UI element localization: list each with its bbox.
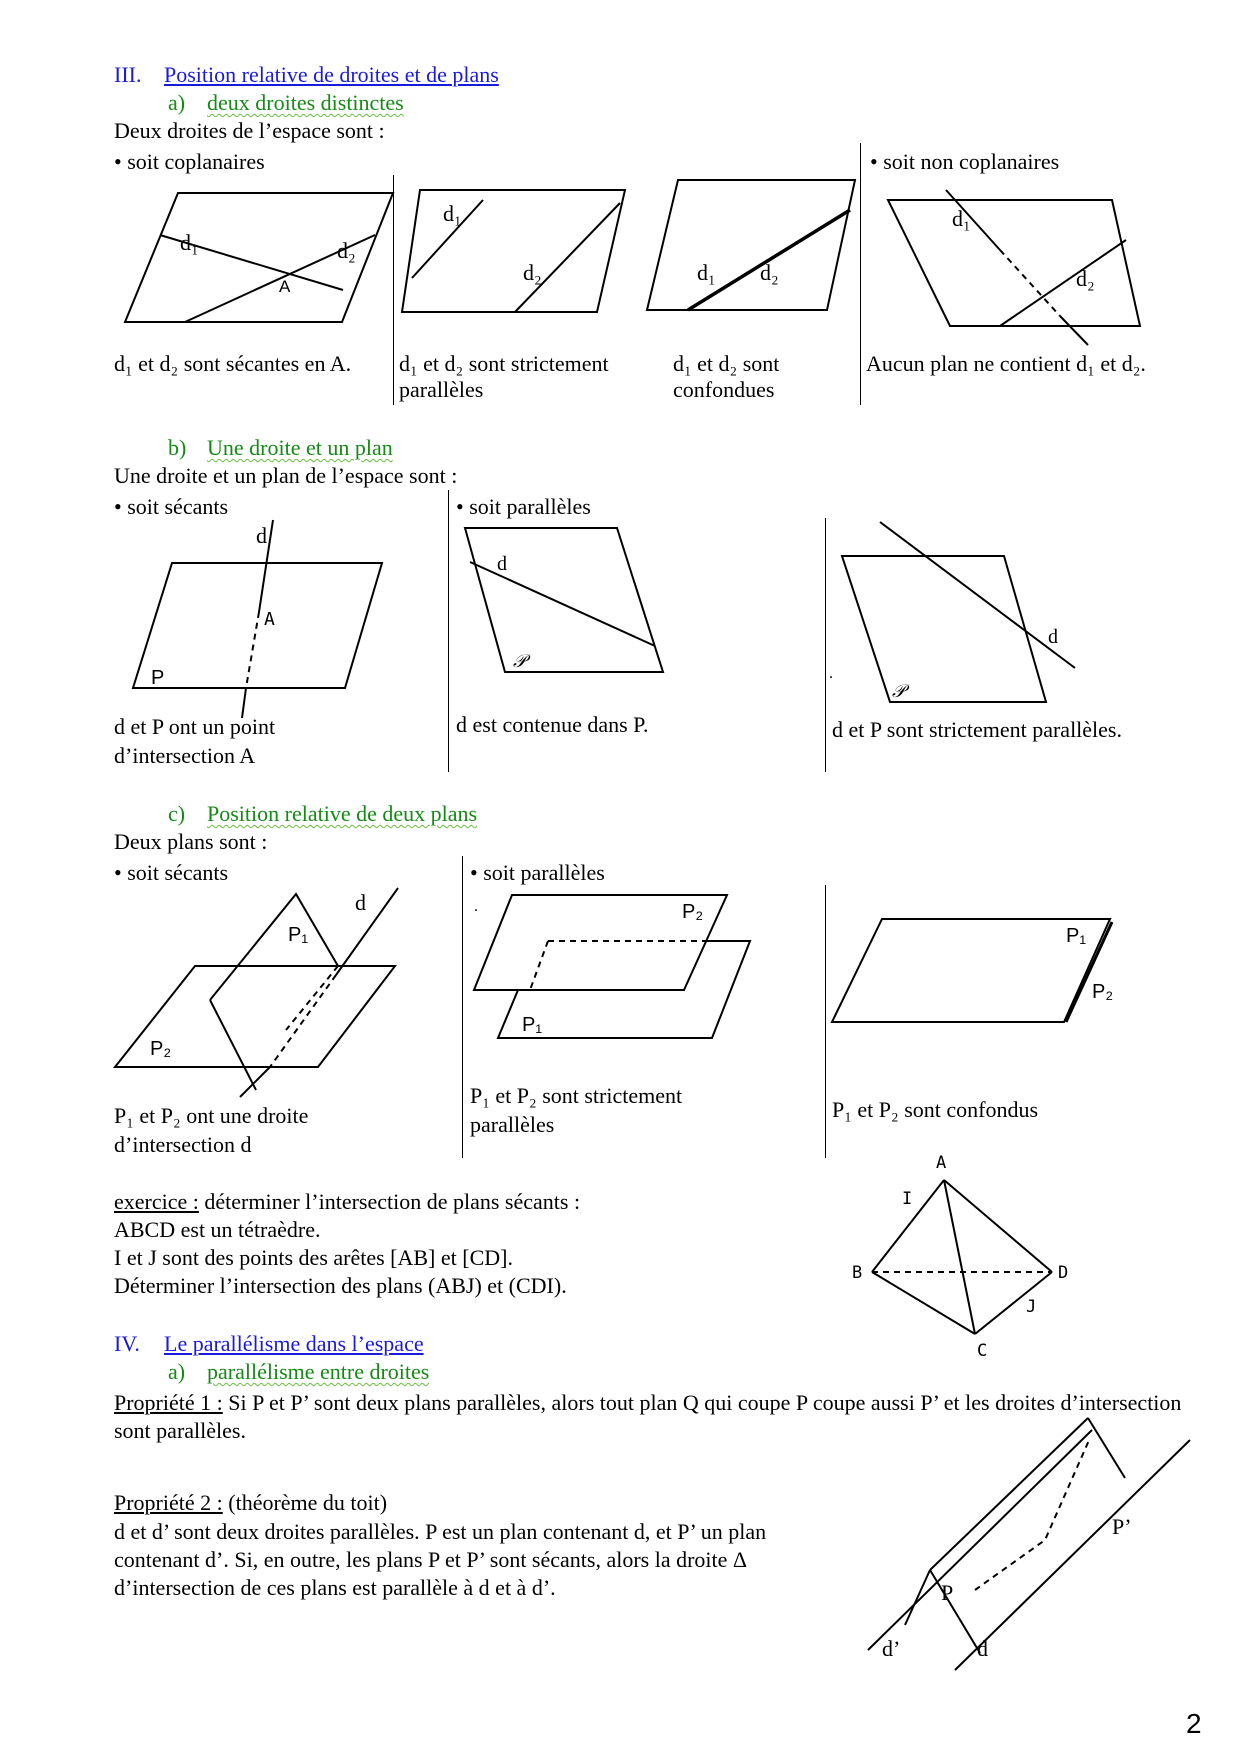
- subsection-a-title: deux droites distinctes: [207, 90, 404, 115]
- subsection-c-title: Position relative de deux plans: [207, 801, 478, 826]
- plane-p-edge: [905, 1570, 930, 1625]
- planes-parallel-bullet: • soit parallèles: [470, 860, 605, 885]
- label-plane-p: 𝒫: [513, 651, 526, 671]
- label-d2: d₂: [1076, 266, 1095, 291]
- label-vertex-d: D: [1058, 1263, 1069, 1283]
- label-d-prime: d’: [882, 1636, 901, 1661]
- property-2-subtitle: (théorème du toit): [222, 1490, 388, 1515]
- label-d1: d₁: [443, 201, 462, 226]
- label-d2: d₂: [337, 238, 356, 263]
- section-3-number: III.: [114, 62, 142, 87]
- label-d1: d₁: [697, 260, 716, 285]
- label-plane-p1: P₁: [1066, 925, 1087, 947]
- coplanar-bullet: • soit coplanaires: [114, 149, 265, 174]
- label-plane-p2: P₂: [682, 901, 704, 923]
- page-number: 2: [1186, 1708, 1202, 1739]
- exercise-line-4: Déterminer l’intersection des plans (ABJ) et (CDI).: [114, 1273, 567, 1298]
- label-point-a: A: [279, 277, 291, 296]
- label-vertex-c: C: [977, 1341, 988, 1361]
- label-plane-p-prime: P’: [1112, 1514, 1132, 1539]
- label-d: d: [256, 523, 267, 548]
- stray-dot: .: [474, 898, 478, 915]
- label-plane-p: P: [151, 667, 165, 689]
- label-d: d: [1048, 626, 1058, 648]
- exercise-line-2: ABCD est un tétraèdre.: [114, 1217, 321, 1242]
- label-point-a: A: [264, 609, 275, 630]
- caption-secant: d₁ et d₂ sont sécantes en A.: [114, 351, 352, 376]
- section-4-number: IV.: [114, 1331, 140, 1356]
- label-point-i: I: [902, 1189, 913, 1209]
- property-2-label: Propriété 2 :: [114, 1490, 223, 1515]
- section-4-title: Le parallélisme dans l’espace: [164, 1331, 424, 1356]
- label-d1: d₁: [180, 230, 199, 255]
- secant-bullet: • soit sécants: [114, 494, 229, 519]
- subsection-c-number: c): [168, 801, 186, 826]
- subsection-b-number: b): [168, 435, 187, 460]
- plane-p-edge: [930, 1570, 980, 1653]
- label-plane-p: P: [941, 1580, 954, 1605]
- label-vertex-b: B: [852, 1263, 863, 1283]
- caption-parallel: d₁ et d₂ sont strictement parallèles: [399, 351, 609, 402]
- property-1-text: Si P et P’ sont deux plans parallèles, alors tout plan Q qui coupe P coupe aussi P’ et les droites d’intersection sont parallèles.: [114, 1390, 1182, 1443]
- planes-secant-bullet: • soit sécants: [114, 860, 229, 885]
- caption-line-in-plane: d est contenue dans P.: [456, 712, 649, 737]
- caption-non-coplanar: Aucun plan ne contient d₁ et d₂.: [866, 351, 1146, 376]
- subsection-a-number: a): [168, 90, 186, 115]
- caption-planes-parallel: P₁ et P₂ sont strictement parallèles: [470, 1083, 683, 1137]
- label-d: d: [355, 890, 366, 915]
- line-plane-intro: Une droite et un plan de l’espace sont :: [114, 463, 458, 488]
- subsection-4a-number: a): [168, 1359, 186, 1384]
- label-d: d: [977, 1636, 988, 1661]
- label-d: d: [497, 553, 507, 575]
- caption-line-plane-parallel: d et P sont strictement parallèles.: [832, 717, 1122, 742]
- label-plane-p2: P₂: [150, 1038, 172, 1060]
- two-planes-intro: Deux plans sont :: [114, 829, 268, 854]
- property-2-line-1: d et d’ sont deux droites parallèles. P est un plan contenant d, et P’ un plan: [114, 1519, 767, 1544]
- property-1-label: Propriété 1 :: [114, 1390, 223, 1415]
- plane-p-prime-hidden: [975, 1438, 1090, 1590]
- label-vertex-a: A: [936, 1153, 947, 1173]
- stray-dot: .: [829, 665, 833, 682]
- label-plane-p1: P₁: [288, 924, 309, 946]
- subsection-4a-title: parallélisme entre droites: [207, 1359, 430, 1384]
- label-plane-p: 𝒫: [892, 681, 905, 701]
- property-2-line-2: contenant d’. Si, en outre, les plans P et P’ sont sécants, alors la droite Δ: [114, 1547, 748, 1572]
- label-d2: d₂: [523, 260, 542, 285]
- caption-planes-coincident: P₁ et P₂ sont confondus: [832, 1097, 1039, 1122]
- subsection-b-title: Une droite et un plan: [207, 435, 393, 460]
- parallel-bullet: • soit parallèles: [456, 494, 591, 519]
- line-d-prime: [868, 1430, 1092, 1650]
- label-plane-p2: P₂: [1092, 981, 1114, 1003]
- caption-planes-secant: P₁ et P₂ ont une droite d’intersection d: [114, 1103, 309, 1157]
- label-d2: d₂: [760, 260, 779, 285]
- exercise-label: exercice :: [114, 1189, 199, 1214]
- section-3-title: Position relative de droites et de plans: [164, 62, 499, 87]
- two-lines-intro: Deux droites de l’espace sont :: [114, 118, 385, 143]
- non-coplanar-bullet: • soit non coplanaires: [870, 149, 1060, 174]
- label-d1: d₁: [952, 206, 971, 231]
- caption-coincident: d₁ et d₂ sont confondues: [673, 351, 780, 402]
- label-point-j: J: [1026, 1297, 1037, 1317]
- plane-p-prime-edge: [1088, 1418, 1125, 1478]
- caption-line-plane-secant: d et P ont un point d’intersection A: [114, 714, 276, 768]
- label-plane-p1: P₁: [522, 1014, 543, 1036]
- property-2-line-3: d’intersection de ces plans est parallèle à d et à d’.: [114, 1575, 556, 1600]
- exercise-text: déterminer l’intersection de plans sécants :: [198, 1189, 581, 1214]
- line-d: [955, 1440, 1190, 1670]
- exercise-line-3: I et J sont des points des arêtes [AB] et [CD].: [114, 1245, 513, 1270]
